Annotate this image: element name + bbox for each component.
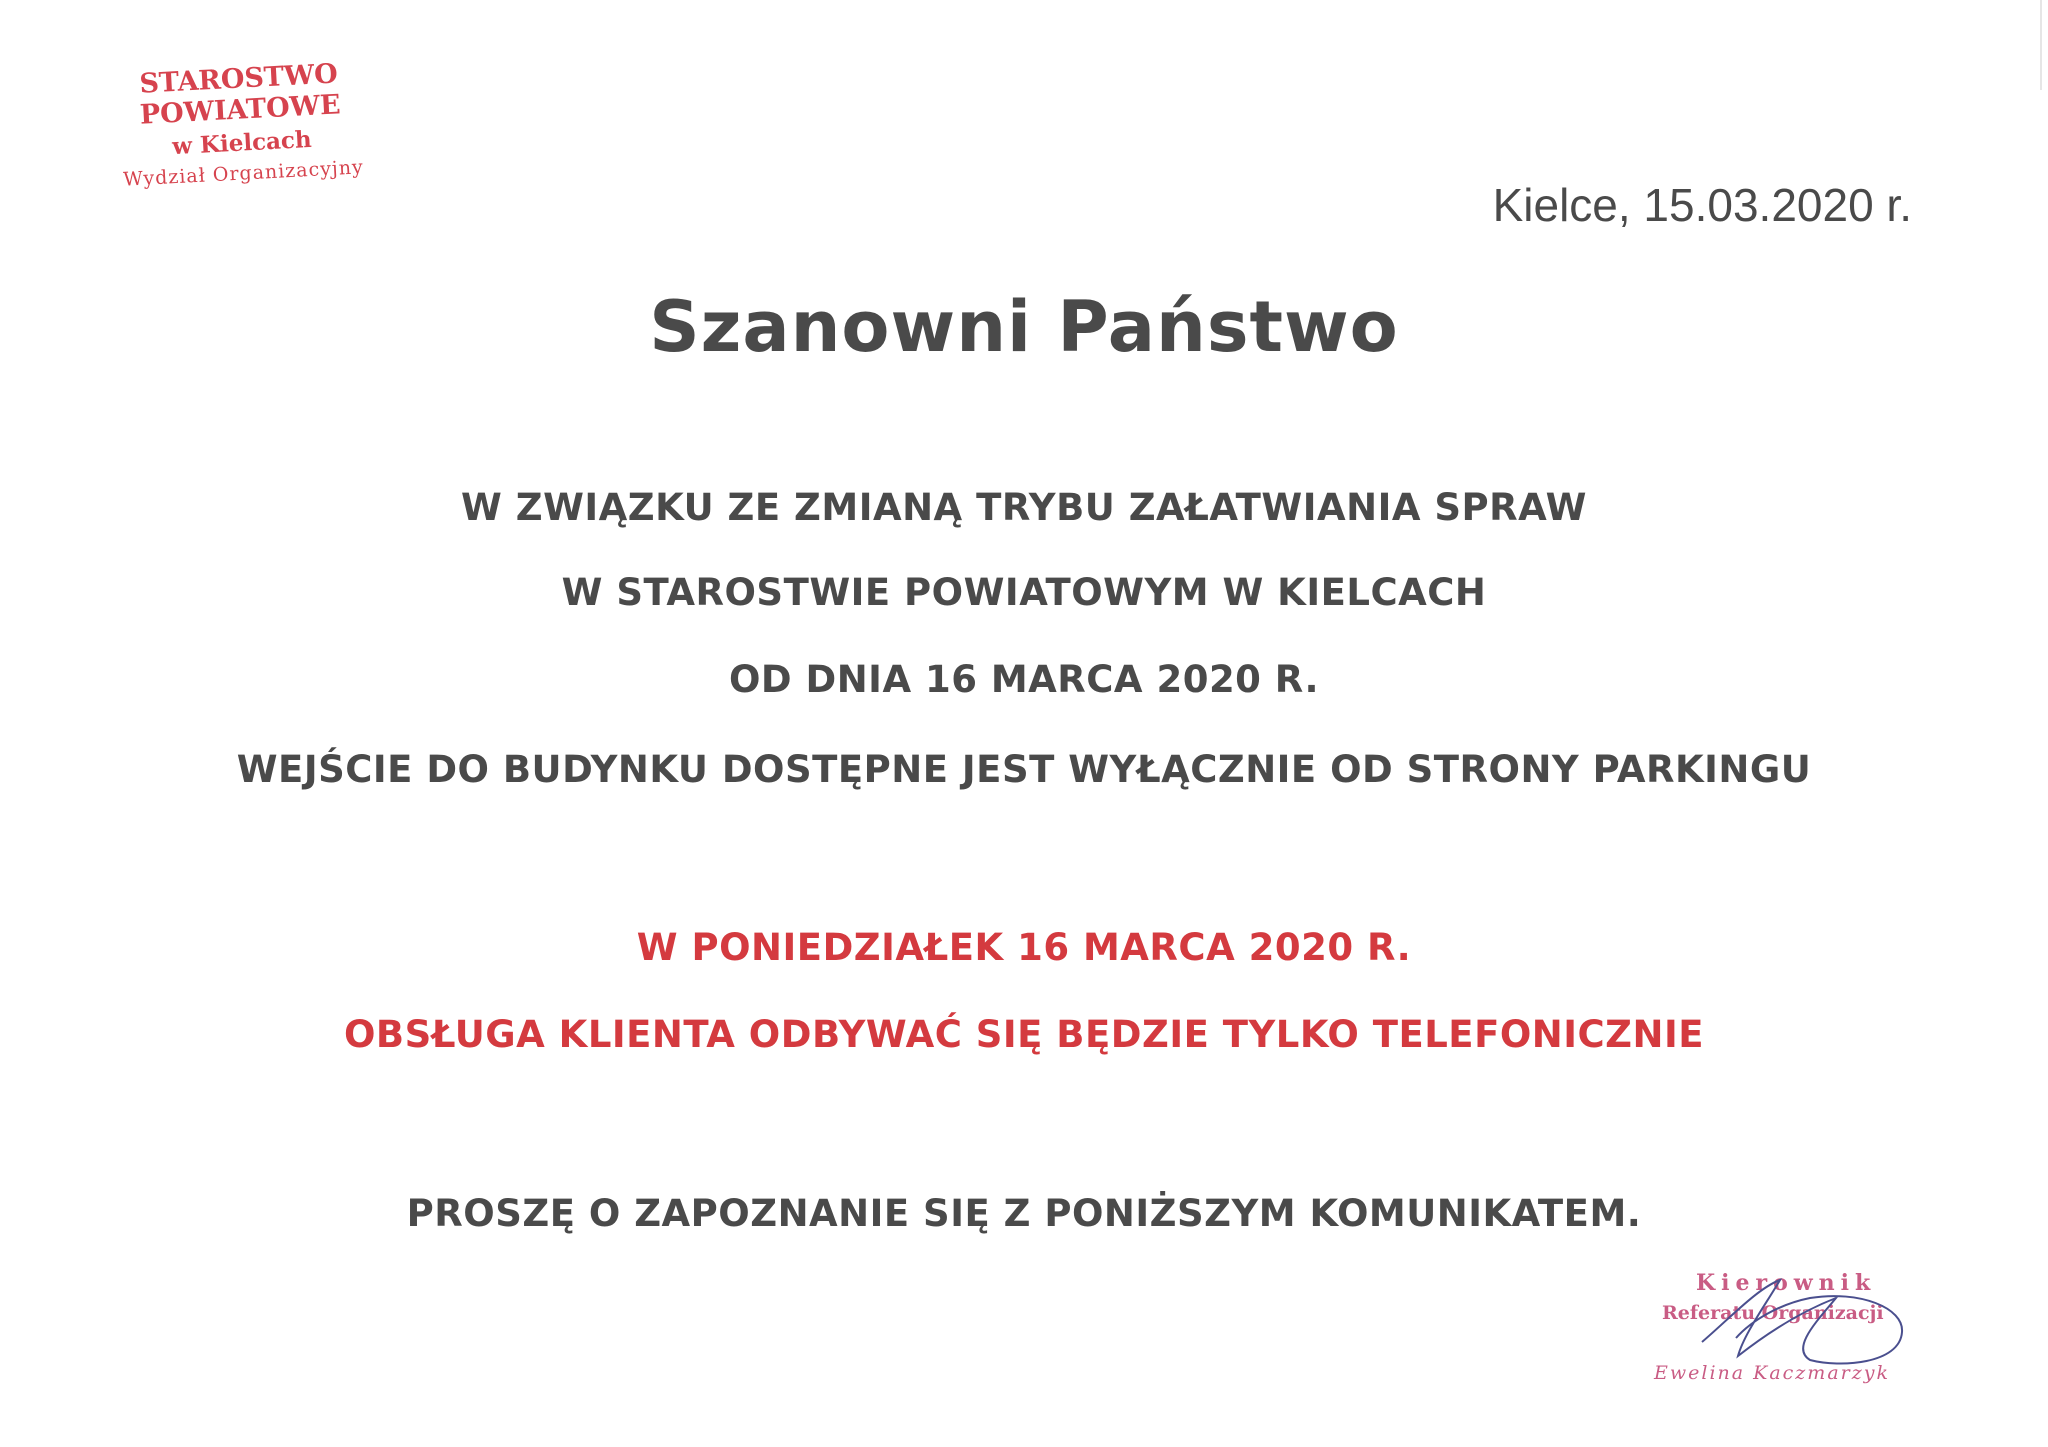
letter-heading: Szanowni Państwo	[649, 286, 1399, 368]
body-line-4: WEJŚCIE DO BUDYNKU DOSTĘPNE JEST WYŁĄCZNIE OD STRONY PARKINGU	[236, 748, 1812, 791]
notice-line-2: OBSŁUGA KLIENTA ODBYWAĆ SIĘ BĘDZIE TYLKO TELEFONICZNIE	[343, 1013, 1705, 1056]
signature-department: Referatu Organizacji	[1662, 1302, 1884, 1324]
scan-edge	[2040, 0, 2042, 90]
body-line-3: OD DNIA 16 MARCA 2020 R.	[728, 658, 1320, 701]
stamp-line-3: Wydział Organizacyjny	[122, 156, 365, 191]
signature-stamp	[1640, 1268, 1940, 1398]
stamp-line-1: STAROSTWO POWIATOWE	[138, 58, 342, 131]
body-line-1: W ZWIĄZKU ZE ZMIANĄ TRYBU ZAŁATWIANIA SPRAW	[461, 486, 1587, 529]
signature-scribble	[1640, 1268, 1940, 1398]
body-line-2: W STAROSTWIE POWIATOWYM W KIELCACH	[561, 571, 1487, 614]
signature-name: Ewelina Kaczmarzyk	[1654, 1362, 1890, 1384]
closing-line: PROSZĘ O ZAPOZNANIE SIĘ Z PONIŻSZYM KOMUNIKATEM.	[406, 1192, 1642, 1235]
office-stamp	[78, 55, 404, 193]
stamp-line-2: w Kielcach	[171, 125, 313, 161]
signature-title: Kierownik	[1696, 1270, 1877, 1296]
notice-line-1: W PONIEDZIAŁEK 16 MARCA 2020 R.	[636, 926, 1412, 969]
letter-date: Kielce, 15.03.2020 r.	[1492, 179, 1912, 231]
